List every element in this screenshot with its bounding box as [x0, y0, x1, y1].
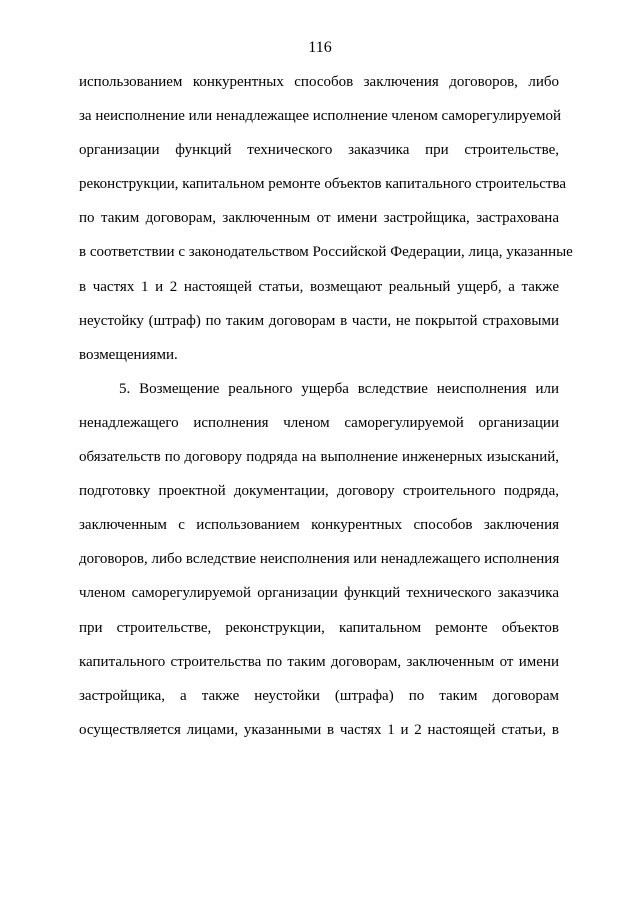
text-line: в соответствии с законодательством Российской Федерации, лица, указанные [79, 244, 573, 261]
text-line: капитального строительства по таким договорам, заключенным от имени [79, 653, 559, 670]
text-line: членом саморегулируемой организации функций технического заказчика [79, 585, 559, 602]
text-line: при строительстве, реконструкции, капитальном ремонте объектов [79, 619, 559, 636]
text-line: 5. Возмещение реального ущерба вследствие неисполнения или [119, 380, 559, 397]
document-body [79, 72, 573, 754]
text-line: обязательств по договору подряда на выполнение инженерных изысканий, [79, 449, 559, 466]
paragraph-continuation [79, 72, 573, 379]
paragraph-item-5 [79, 379, 559, 754]
text-line: возмещениями. [79, 346, 178, 363]
page-number: 116 [308, 39, 332, 56]
text-line: застройщика, а также неустойки (штрафа) по таким договорам [79, 687, 559, 704]
text-line: заключенным с использованием конкурентных способов заключения [79, 517, 559, 534]
text-line: за неисполнение или ненадлежащее исполнение членом саморегулируемой [79, 108, 561, 125]
text-line: организации функций технического заказчика при строительстве, [79, 142, 559, 159]
text-line: договоров, либо вследствие неисполнения или ненадлежащего исполнения [79, 551, 560, 568]
text-line: ненадлежащего исполнения членом саморегулируемой организации [79, 414, 559, 431]
text-line: подготовку проектной документации, договору строительного подряда, [79, 483, 559, 500]
text-line: использованием конкурентных способов заключения договоров, либо [79, 74, 559, 90]
text-line: осуществляется лицами, указанными в частях 1 и 2 настоящей статьи, в [79, 721, 559, 738]
text-line: в частях 1 и 2 настоящей статьи, возмещают реальный ущерб, а также [79, 278, 559, 295]
text-line: неустойку (штраф) по таким договорам в части, не покрытой страховыми [79, 312, 559, 329]
text-line: реконструкции, капитальном ремонте объектов капитального строительства [79, 176, 566, 193]
text-line: по таким договорам, заключенным от имени застройщика, застрахована [79, 210, 559, 227]
